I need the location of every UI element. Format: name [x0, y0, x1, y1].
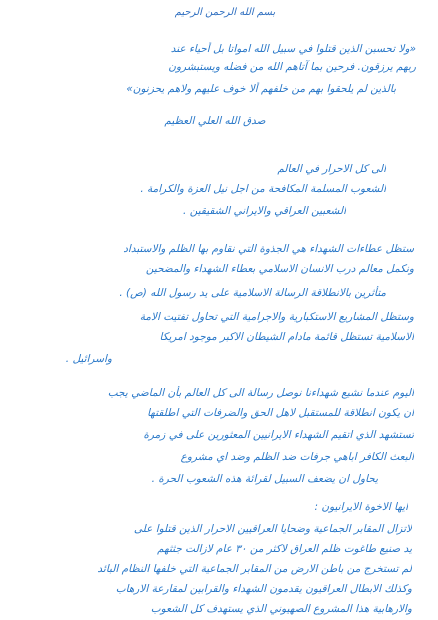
salutation-line-3: الشعبين العراقي والايراني الشقيقين .	[183, 205, 346, 217]
paragraph-4-line-4: وكذلك الابطال العراقيون يقدمون الشهداء والقرابين لمقارعة الارهاب	[115, 583, 412, 595]
paragraph-3-line-2: ان يكون انطلاقة للمستقبل لاهل الحق والضرفات التي اطلقتها	[147, 407, 414, 419]
paragraph-3-line-1: اليوم عندما نشيع شهداءنا نوصل رسالة الى كل العالم بأن الماضي يجب	[107, 387, 414, 399]
paragraph-3-line-5: يحاول ان يضعف السبيل لقرائة هذه الشعوب الحرة .	[151, 473, 378, 485]
paragraph-2-line-2: الاسلامية تستظل قائمة مادام الشيطان الاكبر موجود امريكا	[159, 331, 414, 343]
paragraph-3-line-3: تستشهد الذي اتقيم الشهداء الايرانيين المعثورين على في زمرة	[143, 429, 414, 441]
address-line: ايها الاخوة الايرانيون :	[314, 501, 408, 513]
paragraph-4-line-1: لاتزال المقابر الجماعية وضحايا العراقيين الاحرار الذين قتلوا على	[133, 523, 412, 535]
paragraph-1-line-2: ونكمل معالم درب الانسان الاسلامي بعطاء الشهداء والمضحين	[145, 263, 414, 275]
basmala: بسم الله الرحمن الرحيم	[174, 7, 276, 18]
paragraph-3-line-4: البعث الكافر اباهي جرفات ضد الظلم وضد اي مشروع	[180, 451, 414, 463]
closing-formula: صدق الله العلي العظيم	[164, 115, 266, 127]
quran-verse-line-3: بالذين لم يلحقوا بهم من خلفهم ألا خوف عليهم ولاهم يحزنون»	[126, 83, 396, 95]
paragraph-2-line-1: وستظل المشاريع الاستكبارية والاجرامية التي تحاول تفتيت الامة	[139, 311, 414, 323]
paragraph-4-line-3: لم تستخرج من باطن الارض من المقابر الجماعية التي خلفها النظام البائد	[97, 563, 412, 575]
quran-verse-line-2: ربهم يرزقون. فرحين بما آتاهم الله من فضله ويستبشرون	[168, 61, 416, 73]
paragraph-1-line-3: متأثرين بالانطلاقة الرسالة الاسلامية على يد رسول الله (ص) .	[119, 287, 386, 299]
paragraph-4-line-5: والارهابية هذا المشروع الصهيوني الذي يستهدف كل الشعوب	[150, 603, 412, 615]
paragraph-2-line-3: واسرائيل .	[65, 353, 112, 365]
paragraph-4-line-2: يد صنيع طاغوت ظلم العراق لاكثر من ٣٠ عام لازالت جثثهم	[157, 543, 412, 555]
paragraph-1-line-1: ستظل عطاءات الشهداء هي الجذوة التي نقاوم بها الظلم والاستبداد	[123, 243, 414, 255]
salutation-line-1: الى كل الاحرار في العالم	[277, 163, 386, 175]
quran-verse-line-1: «ولا تحسبن الذين قتلوا في سبيل الله امواتا بل أحياء عند	[170, 43, 416, 55]
salutation-line-2: الشعوب المسلمة المكافحة من اجل نيل العزة والكرامة .	[140, 183, 386, 195]
